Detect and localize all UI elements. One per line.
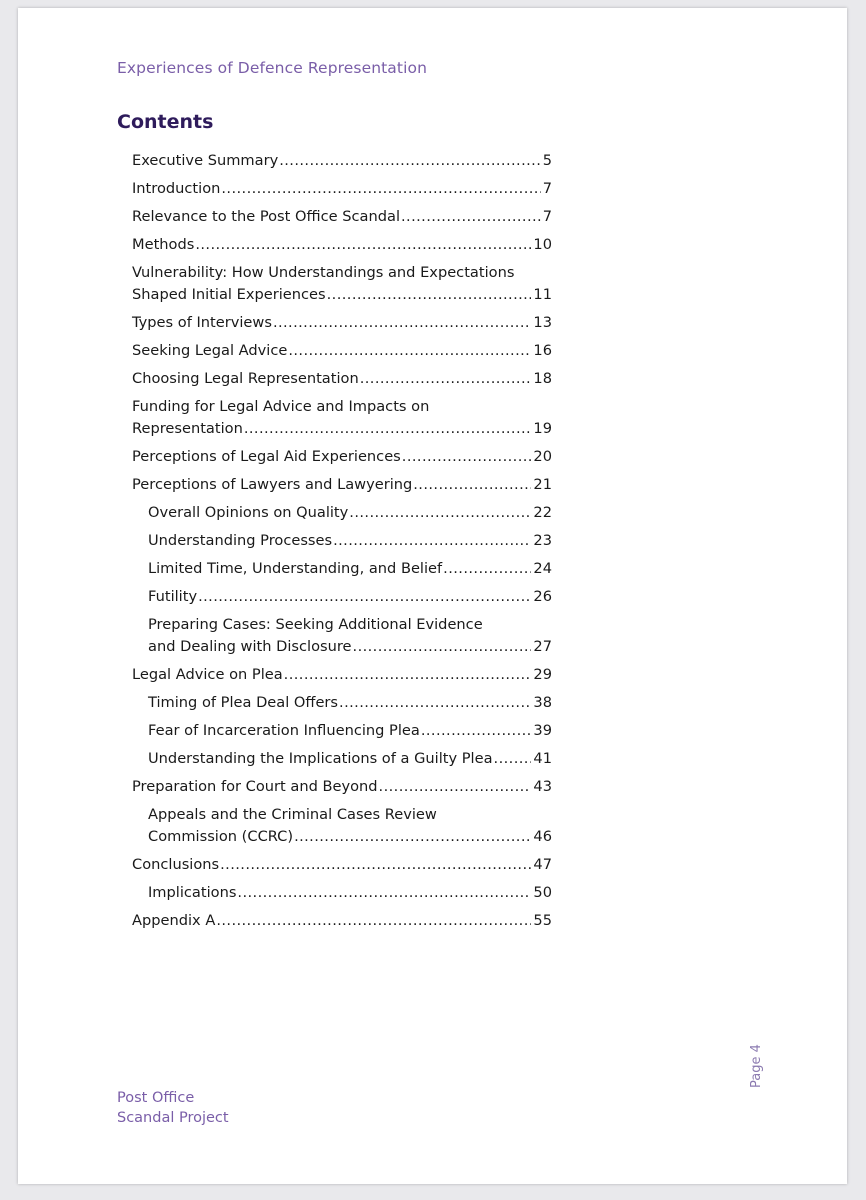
toc-entry-title: Representation	[132, 420, 243, 437]
toc-entry[interactable]	[132, 664, 552, 686]
toc-entry[interactable]	[132, 262, 552, 306]
toc-page-number: 16	[533, 342, 552, 359]
toc-leader-dots	[413, 474, 531, 496]
toc-entry-title: Preparation for Court and Beyond	[132, 778, 378, 795]
toc-entry-title: Perceptions of Lawyers and Lawyering	[132, 476, 413, 493]
toc-entry-title: Executive Summary	[132, 152, 279, 169]
toc-entry-title-line-1: Vulnerability: How Understandings and Expectations	[132, 264, 515, 281]
toc-entry-title: Shaped Initial Experiences	[132, 286, 326, 303]
toc-entry-title: Seeking Legal Advice	[132, 342, 288, 359]
toc-page-number: 47	[533, 856, 552, 873]
toc-page-number: 55	[533, 912, 552, 929]
toc-entry[interactable]	[132, 396, 552, 440]
toc-page-number: 10	[533, 236, 552, 253]
toc-entry-title: Limited Time, Understanding, and Belief	[148, 560, 443, 577]
toc-leader-dots	[401, 206, 541, 228]
toc-entry[interactable]	[132, 312, 552, 334]
toc-entry-title: Methods	[132, 236, 195, 253]
toc-page-number: 19	[533, 420, 552, 437]
toc-leader-dots	[195, 234, 531, 256]
toc-entry[interactable]	[132, 178, 552, 200]
toc-page-number: 50	[533, 884, 552, 901]
toc-page-number: 7	[542, 208, 552, 225]
toc-entry[interactable]	[148, 586, 552, 608]
toc-entry[interactable]	[148, 748, 552, 770]
toc-entry[interactable]	[148, 614, 552, 658]
toc-entry[interactable]	[148, 530, 552, 552]
document-page	[18, 8, 847, 1184]
toc-entry[interactable]	[132, 776, 552, 798]
toc-entry[interactable]	[132, 854, 552, 876]
toc-page-number: 11	[533, 286, 552, 303]
toc-entry-title-line-1: Preparing Cases: Seeking Additional Evidence	[148, 616, 483, 633]
toc-leader-dots	[237, 882, 531, 904]
toc-page-number: 24	[533, 560, 552, 577]
toc-leader-dots	[221, 178, 540, 200]
toc-leader-dots	[360, 368, 532, 390]
toc-entry[interactable]	[132, 474, 552, 496]
toc-entry-title: Overall Opinions on Quality	[148, 504, 349, 521]
toc-leader-dots	[494, 748, 532, 770]
toc-page-number: 26	[533, 588, 552, 605]
toc-leader-dots	[327, 284, 532, 306]
toc-entry-title: Understanding the Implications of a Guilty Plea	[148, 750, 493, 767]
toc-entry-title: Understanding Processes	[148, 532, 333, 549]
toc-leader-dots	[220, 854, 531, 876]
toc-entry-title: Types of Interviews	[132, 314, 272, 331]
toc-page-number: 41	[533, 750, 552, 767]
toc-page-number: 20	[533, 448, 552, 465]
toc-leader-dots	[379, 776, 532, 798]
toc-leader-dots	[198, 586, 531, 608]
toc-entry-title: Appendix A	[132, 912, 216, 929]
toc-page-number: 29	[533, 666, 552, 683]
toc-page-number: 7	[542, 180, 552, 197]
footer-project-name	[117, 1088, 229, 1128]
toc-entry[interactable]	[132, 910, 552, 932]
toc-entry-title: Relevance to the Post Office Scandal	[132, 208, 400, 225]
toc-leader-dots	[279, 150, 540, 172]
toc-entry-title-line-1: Funding for Legal Advice and Impacts on	[132, 398, 430, 415]
toc-entry[interactable]	[148, 882, 552, 904]
toc-entry[interactable]	[148, 692, 552, 714]
toc-page-number: 27	[533, 638, 552, 655]
toc-page-number: 13	[533, 314, 552, 331]
toc-leader-dots	[353, 636, 532, 658]
toc-entry-title: and Dealing with Disclosure	[148, 638, 352, 655]
toc-page-number: 38	[533, 694, 552, 711]
toc-page-number: 5	[542, 152, 552, 169]
toc-entry-title: Choosing Legal Representation	[132, 370, 359, 387]
toc-entry[interactable]	[148, 558, 552, 580]
toc-page-number: 39	[533, 722, 552, 739]
toc-entry-title: Fear of Incarceration Influencing Plea	[148, 722, 420, 739]
toc-entry[interactable]	[132, 206, 552, 228]
toc-entry-title: Futility	[148, 588, 198, 605]
footer-line-2: Scandal Project	[117, 1110, 229, 1126]
toc-leader-dots	[216, 910, 531, 932]
page-number-label: Page 4	[749, 1044, 764, 1088]
toc-entry-title: Timing of Plea Deal Offers	[148, 694, 339, 711]
toc-entry-title: Introduction	[132, 180, 221, 197]
toc-entry-title: Implications	[148, 884, 237, 901]
toc-page-number: 46	[533, 828, 552, 845]
toc-entry[interactable]	[132, 368, 552, 390]
toc-entry-title: Conclusions	[132, 856, 220, 873]
toc-leader-dots	[294, 826, 531, 848]
running-header: Experiences of Defence Representation	[117, 59, 427, 77]
toc-leader-dots	[288, 340, 531, 362]
toc-entry[interactable]	[132, 340, 552, 362]
toc-entry[interactable]	[132, 234, 552, 256]
toc-entry-title-line-1: Appeals and the Criminal Cases Review	[148, 806, 437, 823]
toc-leader-dots	[349, 502, 531, 524]
toc-page-number: 21	[533, 476, 552, 493]
toc-page-number: 23	[533, 532, 552, 549]
toc-leader-dots	[244, 418, 532, 440]
toc-leader-dots	[284, 664, 532, 686]
toc-leader-dots	[339, 692, 531, 714]
toc-page-number: 43	[533, 778, 552, 795]
toc-entry-title: Perceptions of Legal Aid Experiences	[132, 448, 401, 465]
toc-leader-dots	[402, 446, 532, 468]
toc-entry[interactable]	[132, 446, 552, 468]
contents-heading: Contents	[117, 111, 214, 133]
toc-leader-dots	[273, 312, 531, 334]
toc-leader-dots	[421, 720, 532, 742]
toc-page-number: 22	[533, 504, 552, 521]
toc-leader-dots	[333, 530, 531, 552]
toc-entry[interactable]	[148, 720, 552, 742]
footer-line-1: Post Office	[117, 1090, 195, 1106]
toc-page-number: 18	[533, 370, 552, 387]
toc-entry[interactable]	[148, 804, 552, 848]
toc-entry-title: Legal Advice on Plea	[132, 666, 283, 683]
toc-entry[interactable]	[132, 150, 552, 172]
toc-entry[interactable]	[148, 502, 552, 524]
toc-leader-dots	[443, 558, 531, 580]
toc-entry-title: Commission (CCRC)	[148, 828, 294, 845]
